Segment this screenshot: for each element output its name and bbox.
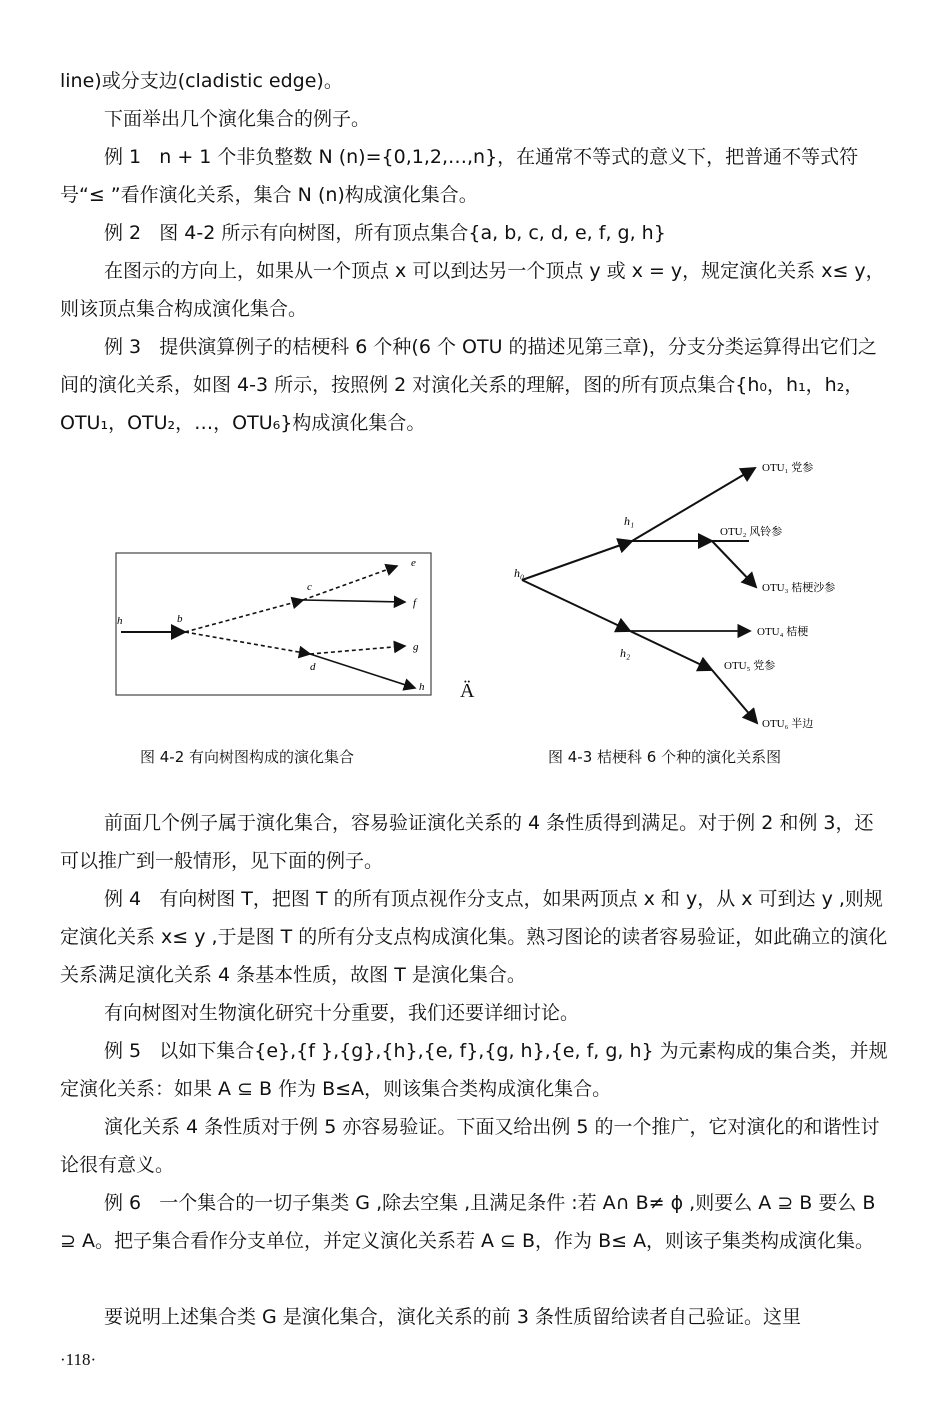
edge-h0-h2 — [522, 580, 630, 631]
example-label: 例 5 — [104, 1040, 142, 1062]
leaf-label-otu1: OTU₁ 党参 — [762, 462, 814, 474]
paragraph-example-4 — [60, 880, 892, 994]
example-body: 以如下集合{e},{f },{g},{h},{e, f},{g, h},{e, f, g, h} 为元素构成的集合类，并规定演化关系：如果 A ⊆ B 作为 B≤A，则该集合类构成演化集合。 — [60, 1040, 888, 1100]
directed-tree-diagram — [115, 552, 433, 698]
example-body: 提供演算例子的桔梗科 6 个种(6 个 OTU 的描述见第三章)，分支分类运算得出它们之间的演化关系，如图 4-3 所示，按照例 2 对演化关系的理解，图的所有顶点集合{h₀，h₁，h₂，OTU₁，OTU₂，…，OTU₆}构成演化集合。 — [60, 336, 877, 434]
figure-4-2-caption: 图 4-2 有向树图构成的演化集合 — [140, 748, 355, 766]
leaf-label-otu3: OTU₃ 桔梗沙参 — [762, 582, 836, 594]
node-label-g: g — [413, 641, 419, 653]
figure-4-2 — [115, 552, 433, 698]
edge-n1-otu3 — [712, 541, 756, 587]
example-body: 图 4-2 所示有向树图，所有顶点集合{a, b, c, d, e, f, g, h} — [159, 222, 666, 244]
edge-h2-n2 — [630, 631, 712, 670]
paragraph-example-1 — [60, 138, 892, 214]
evolution-tree-diagram — [512, 455, 884, 735]
node-label-e: e — [411, 557, 416, 569]
leaf-label-otu4: OTU₄ 桔梗 — [757, 626, 809, 638]
node-label-h2: h₂ — [620, 646, 631, 660]
paragraph-example-5-note: 演化关系 4 条性质对于例 5 亦容易验证。下面又给出例 5 的一个推广，它对演化的和谐性讨论很有意义。 — [60, 1116, 880, 1176]
example-body: 有向树图 T，把图 T 的所有顶点视作分支点，如果两顶点 x 和 y，从 x 可到达 y ,则规定演化关系 x≤ y ,于是图 T 的所有分支点构成演化集。熟习图论的读者容易验证，如此确立的演化关系满足演化关系 4 条基本性质，故图 T 是演化集合。 — [60, 888, 888, 986]
edge-d-g — [310, 646, 405, 654]
paragraph-example-2-detail: 在图示的方向上，如果从一个顶点 x 可以到达另一个顶点 y 或 x = y，规定演化关系 x≤ y，则该顶点集合构成演化集合。 — [60, 260, 885, 320]
node-label-c: c — [307, 581, 312, 593]
leaf-label-otu2: OTU₂ 风铃参 — [720, 526, 783, 538]
edge-c-e — [303, 566, 397, 600]
edge-c-f — [303, 600, 405, 602]
example-label: 例 6 — [104, 1192, 142, 1214]
example-body: 一个集合的一切子集类 G ,除去空集 ,且满足条件 :若 A∩ B≠ ϕ ,则要么 A ⊇ B 要么 B ⊇ A。把子集合看作分支单位，并定义演化关系若 A ⊆ B，作为 B≤ A，则该子集类构成演化集。 — [60, 1192, 876, 1252]
node-label-d: d — [310, 661, 316, 673]
figure-4-3-caption: 图 4-3 桔梗科 6 个种的演化关系图 — [548, 748, 782, 766]
node-label-f: f — [413, 597, 417, 609]
leaf-label-otu5: OTU₅ 党参 — [724, 660, 776, 672]
example-label: 例 2 — [104, 222, 142, 244]
node-label-h1: h₁ — [624, 514, 635, 528]
edge-h0-h1 — [522, 541, 632, 580]
paragraph-example-2 — [60, 214, 892, 252]
edge-d-h — [310, 654, 415, 688]
page-number: ·118· — [60, 1350, 97, 1369]
paragraph-continuation: line)或分支边(cladistic edge)。 — [60, 70, 343, 92]
leaf-label-otu6: OTU₆ 半边 — [762, 718, 814, 730]
paragraph-example-6 — [60, 1184, 892, 1260]
node-label-root: h — [117, 615, 123, 627]
paragraph-example-5 — [60, 1032, 892, 1108]
edge-b-c — [185, 600, 303, 632]
figure-frame — [116, 553, 431, 695]
edge-b-d — [185, 632, 310, 654]
figure-4-3 — [512, 455, 884, 735]
example-label: 例 4 — [104, 888, 142, 910]
paragraph-tree-importance: 有向树图对生物演化研究十分重要，我们还要详细讨论。 — [104, 1002, 580, 1024]
paragraph-intro: 下面举出几个演化集合的例子。 — [104, 108, 371, 130]
paragraph-example-3 — [60, 328, 892, 442]
paragraph-generalization: 前面几个例子属于演化集合，容易验证演化关系的 4 条性质得到满足。对于例 2 和例 3，还可以推广到一般情形，见下面的例子。 — [60, 812, 874, 872]
edge-n2-otu6 — [712, 670, 757, 723]
example-body: n + 1 个非负整数 N (n)={0,1,2,…,n}，在通常不等式的意义下，把普通不等式符号“≤ ”看作演化关系，集合 N (n)构成演化集合。 — [60, 146, 859, 206]
stray-glyph: Ä — [460, 680, 475, 702]
node-label-h: h — [419, 681, 425, 693]
example-label: 例 3 — [104, 336, 142, 358]
example-label: 例 1 — [104, 146, 142, 168]
node-label-h0: h₀ — [514, 566, 525, 580]
paragraph-closing: 要说明上述集合类 G 是演化集合，演化关系的前 3 条性质留给读者自己验证。这里 — [104, 1306, 801, 1328]
node-label-b: b — [177, 613, 183, 625]
